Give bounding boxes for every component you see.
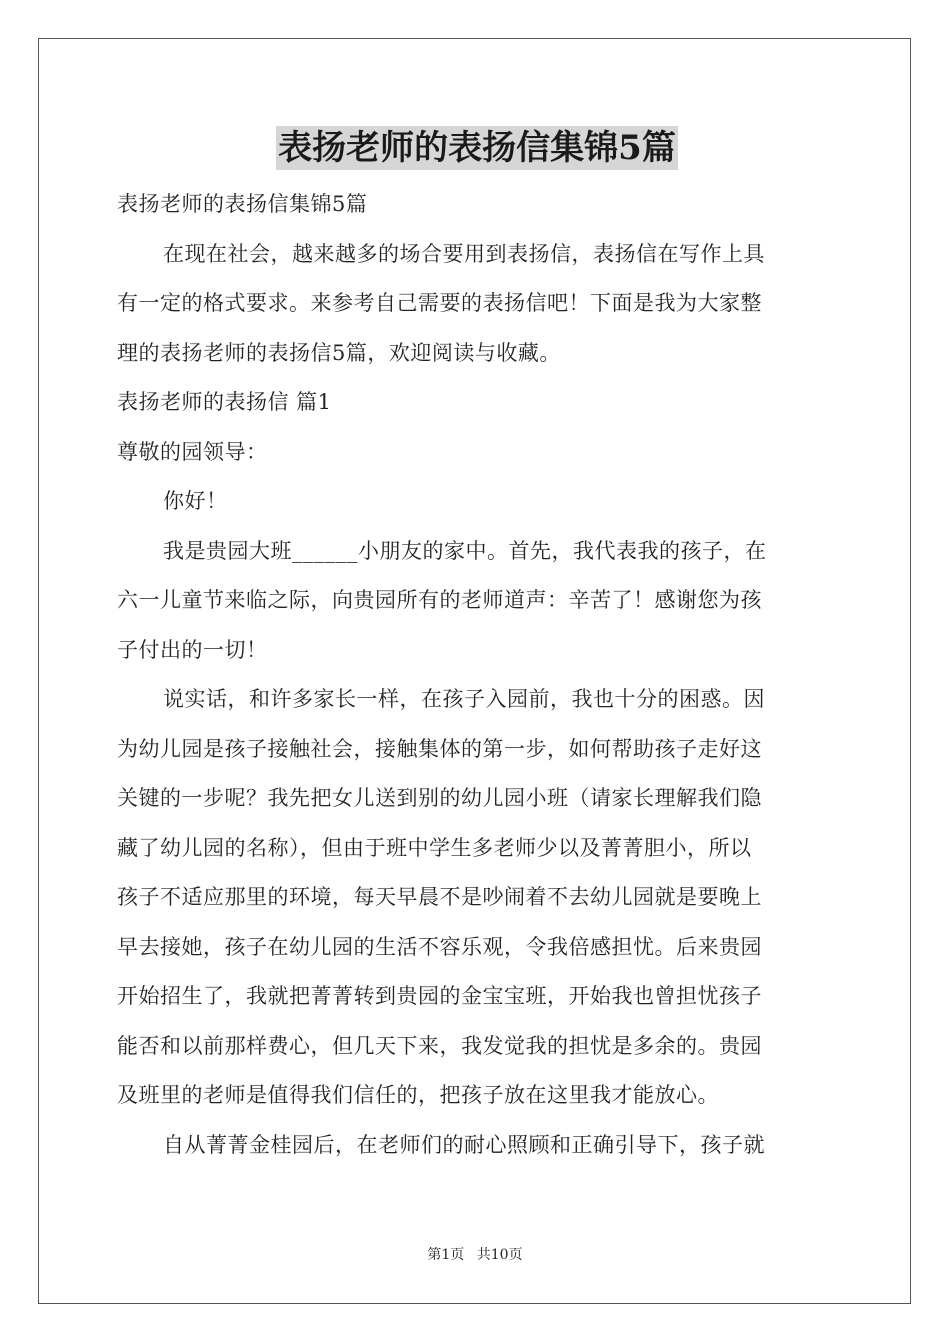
- text-line: 自从菁菁金桂园后，在老师们的耐心照顾和正确引导下，孩子就: [163, 1132, 765, 1157]
- text-line: 开始招生了，我就把菁菁转到贵园的金宝宝班，开始我也曾担忧孩子: [117, 984, 762, 1008]
- text-line: 说实话，和许多家长一样，在孩子入园前，我也十分的困惑。因: [163, 687, 765, 711]
- document-body: [117, 126, 837, 1170]
- text-line: 子付出的一切！: [117, 637, 268, 662]
- text-line: 有一定的格式要求。来参考自己需要的表扬信吧！下面是我为大家整: [117, 291, 762, 315]
- text-line: 理的表扬老师的表扬信5篇，欢迎阅读与收藏。: [117, 340, 561, 365]
- text-line: 在现在社会，越来越多的场合要用到表扬信，表扬信在写作上具: [163, 241, 765, 266]
- page-number: 第1页: [427, 1247, 465, 1263]
- title-wrap: [117, 126, 837, 170]
- page-footer: [0, 1244, 950, 1264]
- text-line: 孩子不适应那里的环境，每天早晨不是吵闹着不去幼儿园就是要晚上: [117, 885, 762, 909]
- text-line: 早去接她，孩子在幼儿园的生活不容乐观，令我倍感担忧。后来贵园: [117, 934, 762, 959]
- document-title: 表扬老师的表扬信集锦5篇: [278, 128, 676, 168]
- text-line: 及班里的老师是值得我们信任的，把孩子放在这里我才能放心。: [117, 1083, 719, 1107]
- text-line: 关键的一步呢？我先把女儿送到别的幼儿园小班（请家长理解我们隐: [117, 786, 762, 810]
- text-line: 藏了幼儿园的名称），但由于班中学生多老师少以及菁菁胆小，所以: [117, 835, 752, 860]
- paragraph-lines: [117, 180, 837, 1170]
- text-line: 我是贵园大班______小朋友的家中。首先，我代表我的孩子，在: [163, 538, 767, 563]
- salutation: 尊敬的园领导：: [117, 439, 268, 464]
- text-line: 六一儿童节来临之际，向贵园所有的老师道声：辛苦了！感谢您为孩: [117, 588, 762, 612]
- text-line: 为幼儿园是孩子接触社会，接触集体的第一步，如何帮助孩子走好这: [117, 736, 762, 761]
- text-line: 表扬老师的表扬信集锦5篇: [117, 192, 368, 216]
- greeting: 你好！: [163, 489, 228, 513]
- page-total: 共10页: [476, 1247, 523, 1263]
- section-heading: 表扬老师的表扬信 篇1: [117, 390, 332, 414]
- text-line: 能否和以前那样费心，但几天下来，我发觉我的担忧是多余的。贵园: [117, 1033, 762, 1058]
